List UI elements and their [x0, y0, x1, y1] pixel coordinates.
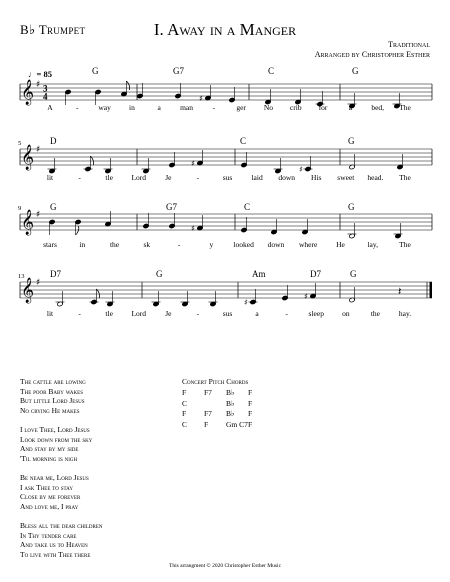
chord-symbol: C [244, 202, 251, 212]
accidental-icon: ♯ [299, 165, 303, 174]
table-cell: F [182, 409, 187, 419]
verse-line: Be near me, Lord Jesus [20, 472, 89, 482]
verse-line: Bless all the dear children [20, 520, 103, 530]
lyric-syllable: tle [105, 309, 113, 318]
verse-2 [20, 425, 103, 463]
lyric-syllable: His [311, 173, 322, 182]
table-cell: C [182, 420, 188, 430]
lyric-syllable: crib [289, 103, 302, 112]
lyric-syllable: sus [222, 309, 233, 318]
table-cell: B♭ [226, 398, 235, 408]
table-row [182, 388, 270, 399]
lyric-syllable: head. [367, 173, 384, 182]
chord-symbol: G [352, 66, 359, 76]
chord-symbol: Am [252, 269, 266, 279]
page-title: I. Away in a Manger [153, 20, 297, 39]
lyric-syllable: - [76, 103, 79, 112]
lyric-syllable: The [399, 173, 411, 182]
concert-chords-table [182, 388, 270, 431]
lyric-syllable: sus [222, 173, 233, 182]
table-cell: C [182, 398, 188, 408]
accidental-icon: ♯ [199, 94, 203, 103]
lyric-syllable: The [399, 240, 411, 249]
lyric-syllable: man [180, 103, 193, 112]
table-cell: B♭ [226, 409, 235, 419]
verse-3 [20, 473, 103, 511]
lyric-syllable: - [196, 309, 200, 318]
lyric-syllable: a [255, 309, 259, 318]
key-signature-sharp-icon: ♯ [36, 210, 41, 220]
arranger-credit: Arranged by Christopher Esther [314, 50, 430, 59]
chord-symbol: C [268, 66, 275, 76]
table-cell: F [248, 409, 253, 419]
verse-line: And stay by my side [20, 444, 79, 454]
copyright-footer: This arrangment © 2020 Christopher Esther Music [168, 563, 282, 569]
lyric-syllable: Lord [131, 309, 147, 318]
chord-symbol: G [156, 269, 163, 279]
lyric-syllable: laid [251, 173, 263, 182]
verse-line: No crying He makes [20, 405, 80, 415]
lyric-syllable: sweet [337, 173, 355, 182]
lyric-syllable: - [78, 309, 81, 318]
verse-line: The cattle are lowing [20, 377, 86, 386]
lyric-syllable: for [318, 103, 328, 112]
key-signature-sharp-icon: ♯ [36, 278, 41, 288]
lyric-syllable: sleep [308, 309, 324, 318]
chord-symbol: G7 [166, 202, 177, 212]
tempo-marking: ♩= 85 [28, 69, 52, 79]
treble-clef-icon: 𝄞 [21, 278, 35, 303]
table-cell: Gm C7 [226, 420, 248, 430]
chord-symbol: G [350, 269, 357, 279]
treble-clef-icon: 𝄞 [21, 80, 35, 105]
verse-line: But little Lord Jesus [20, 396, 85, 406]
chord-symbol: G [348, 136, 355, 146]
table-row [182, 399, 270, 410]
verses-block [20, 377, 103, 569]
chord-symbol: D7 [50, 269, 61, 279]
lyric-syllable: bed, [371, 103, 385, 112]
verse-line: And take us to Heaven [20, 540, 88, 550]
lyric-syllable: down [267, 240, 285, 249]
table-row [182, 409, 270, 420]
table-cell: F [248, 387, 253, 397]
accidental-icon: ♯ [244, 298, 248, 307]
composer-credit: Traditional [388, 40, 430, 49]
measure-number: 13 [18, 273, 25, 280]
table-cell: B♭ [226, 387, 235, 397]
concert-chords-title: Concert Pitch Chords [182, 377, 249, 386]
lyric-syllable: the [109, 240, 120, 249]
accidental-icon: ♯ [191, 224, 195, 233]
lyric-syllable: - [78, 173, 81, 182]
verse-line: Close by me forever [20, 492, 81, 502]
time-signature-bottom: 4 [43, 91, 48, 102]
quarter-rest-icon: 𝄽 [398, 285, 402, 298]
treble-clef-icon: 𝄞 [21, 145, 35, 170]
lyric-syllable: - [212, 103, 216, 112]
lyric-syllable: in [129, 103, 135, 112]
lyric-syllable: stars [43, 240, 57, 249]
lyric-syllable: hay. [398, 309, 412, 318]
lyric-syllable: A [47, 103, 53, 112]
lyric-syllable: - [196, 173, 200, 182]
chord-symbol: G [348, 202, 355, 212]
table-cell: F [248, 398, 253, 408]
time-signature-top: 3 [43, 83, 48, 94]
verse-line: And love me, I pray [20, 501, 79, 511]
lyric-syllable: lay, [367, 240, 378, 249]
verse-line: The poor Baby wakes [20, 386, 83, 396]
verse-line: 'Til morning is nigh [20, 453, 78, 463]
table-cell [204, 399, 226, 410]
accidental-icon: ♯ [191, 159, 195, 168]
lyric-syllable: No [263, 103, 274, 112]
chord-symbol: G7 [173, 66, 184, 76]
lyric-syllable: in [79, 240, 86, 249]
lyric-syllable: ger [236, 103, 246, 112]
verse-4 [20, 521, 103, 559]
chord-symbol: D [50, 136, 57, 146]
measure-number: 9 [18, 205, 22, 212]
table-cell: F [248, 420, 253, 430]
table-cell: F [182, 387, 187, 397]
measure-number: 5 [18, 140, 22, 147]
table-row [182, 420, 270, 431]
lyric-syllable: - [177, 240, 181, 249]
table-cell: F7 [204, 409, 212, 419]
lyric-syllable: where [299, 240, 318, 249]
lyric-syllable: - [285, 309, 288, 318]
verse-1 [20, 377, 103, 415]
table-cell: F7 [204, 387, 212, 397]
chord-symbol: D7 [310, 269, 321, 279]
lyric-syllable: on [342, 309, 350, 318]
chord-symbol: C [240, 136, 247, 146]
key-signature-sharp-icon: ♯ [36, 80, 41, 90]
concert-pitch-chords [182, 377, 270, 431]
key-signature-sharp-icon: ♯ [36, 145, 41, 155]
lyric-syllable: the [370, 309, 380, 318]
lyric-syllable: y [209, 240, 214, 249]
lyric-syllable: Je [165, 309, 172, 318]
verse-line: I love Thee, Lord Jesus [20, 424, 90, 434]
lyric-syllable: looked [233, 240, 254, 249]
lyric-syllable: lit [46, 173, 54, 182]
table-cell: F [204, 420, 209, 430]
verse-line: To live with Thee there [20, 549, 91, 559]
lyric-syllable: down [278, 173, 295, 182]
lyric-syllable: a [157, 103, 161, 112]
lyric-syllable: He [336, 240, 345, 249]
lyric-syllable: way [98, 103, 111, 112]
accidental-icon: ♯ [304, 292, 308, 301]
lyric-syllable: Je [165, 173, 172, 182]
instrument-name: B♭ Trumpet [20, 22, 86, 37]
lyric-syllable: sk [143, 240, 151, 249]
lyric-syllable: a [348, 103, 353, 112]
chord-symbol: G [92, 66, 99, 76]
verse-line: In Thy tender care [20, 530, 77, 540]
verse-line: I ask Thee to stay [20, 482, 73, 492]
lyric-syllable: tle [105, 173, 113, 182]
lyric-syllable: Lord [131, 173, 147, 182]
chord-symbol: G [50, 202, 57, 212]
lyric-syllable: lit [46, 309, 54, 318]
verse-line: Look down from the sky [20, 434, 93, 444]
treble-clef-icon: 𝄞 [21, 210, 35, 235]
lyric-syllable: The [399, 103, 411, 112]
